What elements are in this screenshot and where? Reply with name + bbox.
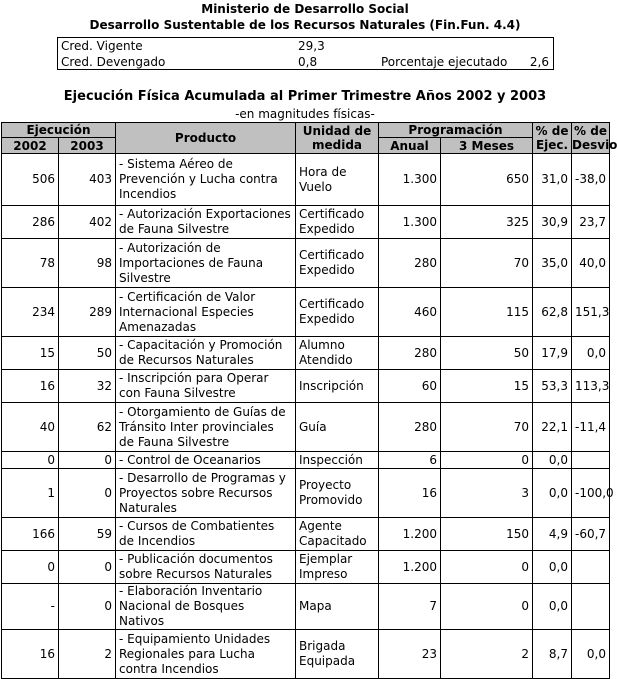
- cell-producto: - Cursos de Combatientes de Incendios: [116, 518, 296, 551]
- header-programacion: Programación: [379, 123, 533, 138]
- cell-ejec-2003: 32: [59, 370, 116, 403]
- cell-pct-ejec: 0,0: [533, 584, 572, 630]
- report-title: Ejecución Física Acumulada al Primer Trimestre Años 2002 y 2003: [63, 89, 547, 104]
- cell-producto: - Desarrollo de Programas y Proyectos sobre Recursos Naturales: [116, 469, 296, 518]
- header-pct-ejec: % de Ejec.: [533, 123, 572, 154]
- cell-pct-desvio: 23,7: [572, 206, 610, 239]
- table-row: [2, 584, 610, 630]
- cell-3-meses: 70: [441, 403, 533, 452]
- header-ejecucion: Ejecución: [2, 123, 116, 138]
- cell-pct-ejec: 0,0: [533, 452, 572, 469]
- cell-pct-ejec: 0,0: [533, 469, 572, 518]
- cell-ejec-2002: 0: [2, 452, 59, 469]
- cell-pct-desvio: [572, 584, 610, 630]
- cell-ejec-2003: 2: [59, 630, 116, 679]
- cell-ejec-2002: 506: [2, 154, 59, 206]
- cell-ejec-2002: 234: [2, 288, 59, 337]
- credit-summary-box: [57, 37, 554, 70]
- table-row: [2, 206, 610, 239]
- cell-producto: - Elaboración Inventario Nacional de Bosques Nativos: [116, 584, 296, 630]
- cell-anual: 1.300: [379, 154, 441, 206]
- cell-unidad: Inspección: [296, 452, 379, 469]
- header-unidad: Unidad de medida: [296, 123, 379, 154]
- cell-ejec-2002: -: [2, 584, 59, 630]
- cell-pct-desvio: -11,4: [572, 403, 610, 452]
- cell-anual: 280: [379, 239, 441, 288]
- credit-row-vigente: [58, 38, 553, 54]
- cell-anual: 1.200: [379, 518, 441, 551]
- cell-ejec-2003: 0: [59, 452, 116, 469]
- cell-anual: 1.200: [379, 551, 441, 584]
- cell-unidad: Guía: [296, 403, 379, 452]
- cell-producto: - Sistema Aéreo de Prevención y Lucha contra Incendios: [116, 154, 296, 206]
- cell-unidad: Proyecto Promovido: [296, 469, 379, 518]
- cell-ejec-2002: 1: [2, 469, 59, 518]
- cell-ejec-2002: 16: [2, 370, 59, 403]
- cell-anual: 6: [379, 452, 441, 469]
- cell-pct-desvio: 0,0: [572, 337, 610, 370]
- cell-ejec-2002: 286: [2, 206, 59, 239]
- table-row: [2, 551, 610, 584]
- cell-unidad: Brigada Equipada: [296, 630, 379, 679]
- cell-ejec-2003: 50: [59, 337, 116, 370]
- cell-pct-ejec: 31,0: [533, 154, 572, 206]
- table-body: [2, 154, 614, 679]
- table-row: [2, 154, 610, 206]
- report-subtitle: -en magnitudes físicas-: [235, 107, 375, 121]
- cell-producto: - Autorización Exportaciones de Fauna Silvestre: [116, 206, 296, 239]
- table-row: [2, 469, 610, 518]
- header-2003: 2003: [59, 138, 116, 154]
- cell-ejec-2003: 403: [59, 154, 116, 206]
- cell-3-meses: 70: [441, 239, 533, 288]
- cell-pct-desvio: 40,0: [572, 239, 610, 288]
- cell-anual: 60: [379, 370, 441, 403]
- table-row: [2, 630, 610, 679]
- cell-pct-desvio: -60,7: [572, 518, 610, 551]
- cell-3-meses: 50: [441, 337, 533, 370]
- cell-pct-desvio: 0,0: [572, 630, 610, 679]
- execution-table: [1, 122, 617, 679]
- cell-pct-desvio: [572, 551, 610, 584]
- cell-ejec-2002: 16: [2, 630, 59, 679]
- cell-anual: 1.300: [379, 206, 441, 239]
- cell-ejec-2003: 0: [59, 551, 116, 584]
- cell-producto: - Capacitación y Promoción de Recursos Naturales: [116, 337, 296, 370]
- header-producto: Producto: [116, 123, 296, 154]
- cell-unidad: Inscripción: [296, 370, 379, 403]
- cell-3-meses: 0: [441, 551, 533, 584]
- cell-ejec-2003: 59: [59, 518, 116, 551]
- cell-producto: - Inscripción para Operar con Fauna Silvestre: [116, 370, 296, 403]
- cell-pct-desvio: -38,0: [572, 154, 610, 206]
- cell-pct-desvio: -100,0: [572, 469, 610, 518]
- cell-3-meses: 15: [441, 370, 533, 403]
- cell-unidad: Certificado Expedido: [296, 239, 379, 288]
- table-row: [2, 337, 610, 370]
- cell-producto: - Publicación documentos sobre Recursos Naturales: [116, 551, 296, 584]
- cell-pct-ejec: 0,0: [533, 551, 572, 584]
- cell-ejec-2002: 78: [2, 239, 59, 288]
- table-row: [2, 518, 610, 551]
- cell-pct-ejec: 62,8: [533, 288, 572, 337]
- cell-unidad: Certificado Expedido: [296, 288, 379, 337]
- cell-pct-ejec: 35,0: [533, 239, 572, 288]
- cell-producto: - Equipamiento Unidades Regionales para Lucha contra Incendios: [116, 630, 296, 679]
- header-2002: 2002: [2, 138, 59, 154]
- table-row: [2, 452, 610, 469]
- cell-ejec-2002: 40: [2, 403, 59, 452]
- table-row: [2, 403, 610, 452]
- program-heading: Desarrollo Sustentable de los Recursos Naturales (Fin.Fun. 4.4): [89, 18, 521, 32]
- cell-unidad: Alumno Atendido: [296, 337, 379, 370]
- cell-anual: 280: [379, 403, 441, 452]
- header-pct-desvio: % de Desvio: [572, 124, 617, 152]
- cell-3-meses: 3: [441, 469, 533, 518]
- cell-unidad: Certificado Expedido: [296, 206, 379, 239]
- cell-ejec-2003: 289: [59, 288, 116, 337]
- cred-vigente-value: 29,3: [298, 39, 325, 53]
- cell-anual: 460: [379, 288, 441, 337]
- table-header: [2, 123, 617, 154]
- cell-anual: 16: [379, 469, 441, 518]
- table-row: [2, 239, 610, 288]
- cell-producto: - Control de Oceanarios: [116, 452, 296, 469]
- cell-pct-ejec: 22,1: [533, 403, 572, 452]
- header-anual: Anual: [379, 138, 441, 154]
- cell-3-meses: 325: [441, 206, 533, 239]
- cell-unidad: Ejemplar Impreso: [296, 551, 379, 584]
- cell-ejec-2003: 0: [59, 469, 116, 518]
- cell-3-meses: 0: [441, 452, 533, 469]
- cell-unidad: Agente Capacitado: [296, 518, 379, 551]
- cell-pct-ejec: 53,3: [533, 370, 572, 403]
- cell-pct-desvio: 113,3: [572, 370, 610, 403]
- cell-ejec-2003: 402: [59, 206, 116, 239]
- porcentaje-ejecutado-value: 2,6: [529, 55, 549, 69]
- cell-pct-desvio: [572, 452, 610, 469]
- table-row: [2, 370, 610, 403]
- cell-producto: - Otorgamiento de Guías de Tránsito Inter provinciales de Fauna Silvestre: [116, 403, 296, 452]
- cell-pct-ejec: 30,9: [533, 206, 572, 239]
- table-row: [2, 288, 610, 337]
- cell-ejec-2002: 15: [2, 337, 59, 370]
- cell-ejec-2003: 0: [59, 584, 116, 630]
- cred-devengado-value: 0,8: [298, 55, 318, 69]
- cell-ejec-2002: 166: [2, 518, 59, 551]
- cell-pct-ejec: 17,9: [533, 337, 572, 370]
- cell-3-meses: 650: [441, 154, 533, 206]
- cell-unidad: Mapa: [296, 584, 379, 630]
- cell-pct-ejec: 4,9: [533, 518, 572, 551]
- cell-pct-desvio: 151,3: [572, 288, 610, 337]
- cell-3-meses: 115: [441, 288, 533, 337]
- porcentaje-ejecutado-label: Porcentaje ejecutado: [381, 55, 508, 69]
- cell-anual: 7: [379, 584, 441, 630]
- cell-anual: 280: [379, 337, 441, 370]
- cred-devengado-label: Cred. Devengado: [61, 55, 166, 69]
- cell-3-meses: 2: [441, 630, 533, 679]
- cell-ejec-2003: 62: [59, 403, 116, 452]
- cell-3-meses: 150: [441, 518, 533, 551]
- cell-producto: - Autorización de Importaciones de Fauna Silvestre: [116, 239, 296, 288]
- cell-ejec-2003: 98: [59, 239, 116, 288]
- cell-unidad: Hora de Vuelo: [296, 154, 379, 206]
- ministry-heading: Ministerio de Desarrollo Social: [201, 2, 409, 16]
- cell-ejec-2002: 0: [2, 551, 59, 584]
- header-3-meses: 3 Meses: [441, 138, 533, 154]
- cell-3-meses: 0: [441, 584, 533, 630]
- cell-producto: - Certificación de Valor Internacional Especies Amenazadas: [116, 288, 296, 337]
- credit-row-devengado: [58, 54, 553, 70]
- cell-anual: 23: [379, 630, 441, 679]
- cell-pct-ejec: 8,7: [533, 630, 572, 679]
- cred-vigente-label: Cred. Vigente: [61, 39, 143, 53]
